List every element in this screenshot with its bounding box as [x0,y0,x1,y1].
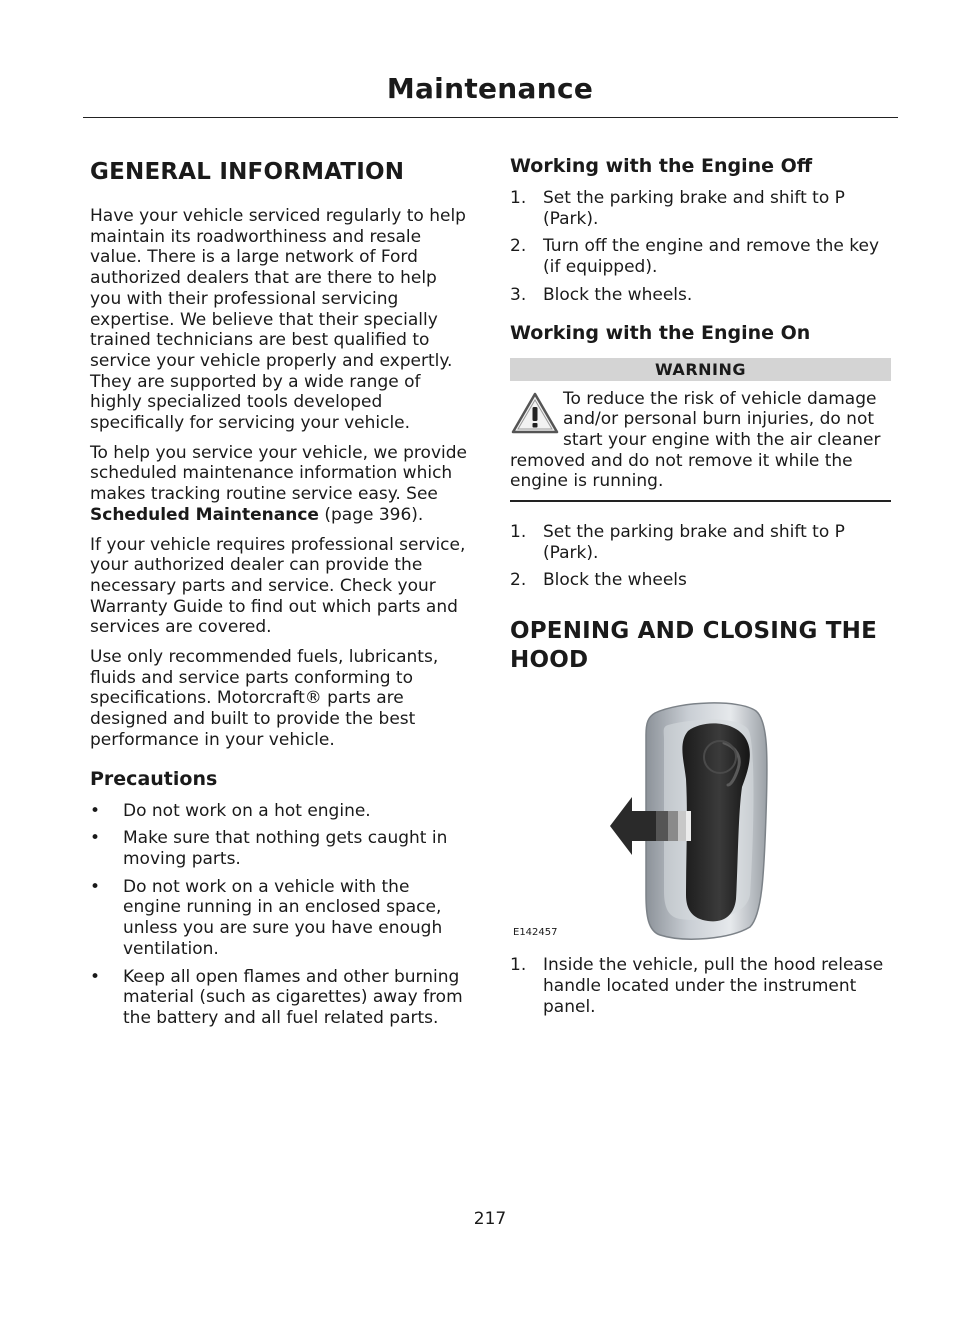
title-divider [83,117,898,118]
general-paragraph-3: If your vehicle requires professional service, your authorized dealer can provide the necessary parts and service. Check your Warranty Guide to find out which parts and services are covered. [90,534,466,638]
right-column [510,150,891,1024]
left-column [90,150,472,1036]
page-reference: (page 396). [318,504,424,525]
figure-code: E142457 [513,927,558,939]
step-number: 2. [510,236,527,257]
list-item [510,236,891,277]
step-text: Inside the vehicle, pull the hood release handle located under the instrument panel. [543,955,884,1017]
bullet-marker: • [90,966,101,987]
list-item [510,570,891,591]
bullet-marker: • [90,828,101,849]
list-item [90,828,472,869]
scheduled-maintenance-link[interactable]: Scheduled Maintenance [90,504,319,525]
general-paragraph-2 [90,443,472,526]
list-item [510,955,891,1017]
section-heading-general-information: GENERAL INFORMATION [90,159,405,185]
engine-off-steps [510,188,891,306]
step-text: Set the parking brake and shift to P (Park). [543,188,845,229]
bullet-marker: • [90,876,101,897]
hood-release-handle-icon [510,695,891,940]
precautions-list [90,801,472,1029]
warning-text: To reduce the risk of vehicle damage and/or personal burn injuries, do not start your engine with the air cleaner removed and do not remove it while the engine is running. [510,388,881,492]
step-text: Turn off the engine and remove the key (if equipped). [543,236,880,278]
hood-steps [510,955,891,1017]
hood-release-figure [510,695,891,940]
list-item [510,522,891,563]
step-number: 1. [510,955,527,976]
list-item-text: Do not work on a hot engine. [123,800,371,821]
warning-box [510,358,891,503]
page-title: Maintenance [386,72,594,105]
engine-on-steps [510,522,891,591]
step-number: 3. [510,284,527,305]
page-number: 217 [473,1209,507,1229]
list-item [90,877,472,960]
list-item [510,285,891,306]
warning-body [510,381,891,503]
section-heading-engine-off: Working with the Engine Off [510,155,813,177]
warning-label: WARNING [510,358,891,381]
general-paragraph-4: Use only recommended fuels, lubricants, fluids and service parts conforming to specifications. Motorcraft® parts are designed and built to provide the best performance in your vehicle. [90,647,439,750]
section-heading-precautions: Precautions [90,767,218,790]
step-number: 1. [510,522,527,543]
list-item [90,967,472,1029]
list-item-text: Make sure that nothing gets caught in moving parts. [123,828,448,869]
general-paragraph-2-text: To help you service your vehicle, we provide scheduled maintenance information which makes tracking routine service easy. See [90,442,467,505]
step-text: Set the parking brake and shift to P (Park). [543,522,845,563]
list-item [90,801,472,822]
general-paragraph-1: Have your vehicle serviced regularly to help maintain its roadworthiness and resale value. There is a large network of Ford authorized dealers that are there to help you with their professional servicing expertise. We believe that their specially trained technicians are best qualified to service your vehicle properly and expertly. They are supported by a wide range of highly specialized tools developed specifically for servicing your vehicle. [90,206,466,434]
step-text: Block the wheels [543,570,687,591]
warning-triangle-icon [510,391,560,435]
list-item [510,188,891,229]
section-heading-hood: OPENING AND CLOSING THE HOOD [510,618,877,674]
step-number: 1. [510,188,527,208]
section-heading-engine-on: Working with the Engine On [510,321,811,344]
list-item-text: Do not work on a vehicle with the engine running in an enclosed space, unless you are sure you have enough ventilation. [123,876,443,959]
step-text: Block the wheels. [543,284,693,305]
list-item-text: Keep all open flames and other burning material (such as cigarettes) away from the battery and all fuel related parts. [123,966,463,1028]
bullet-marker: • [90,800,101,821]
step-number: 2. [510,570,527,591]
